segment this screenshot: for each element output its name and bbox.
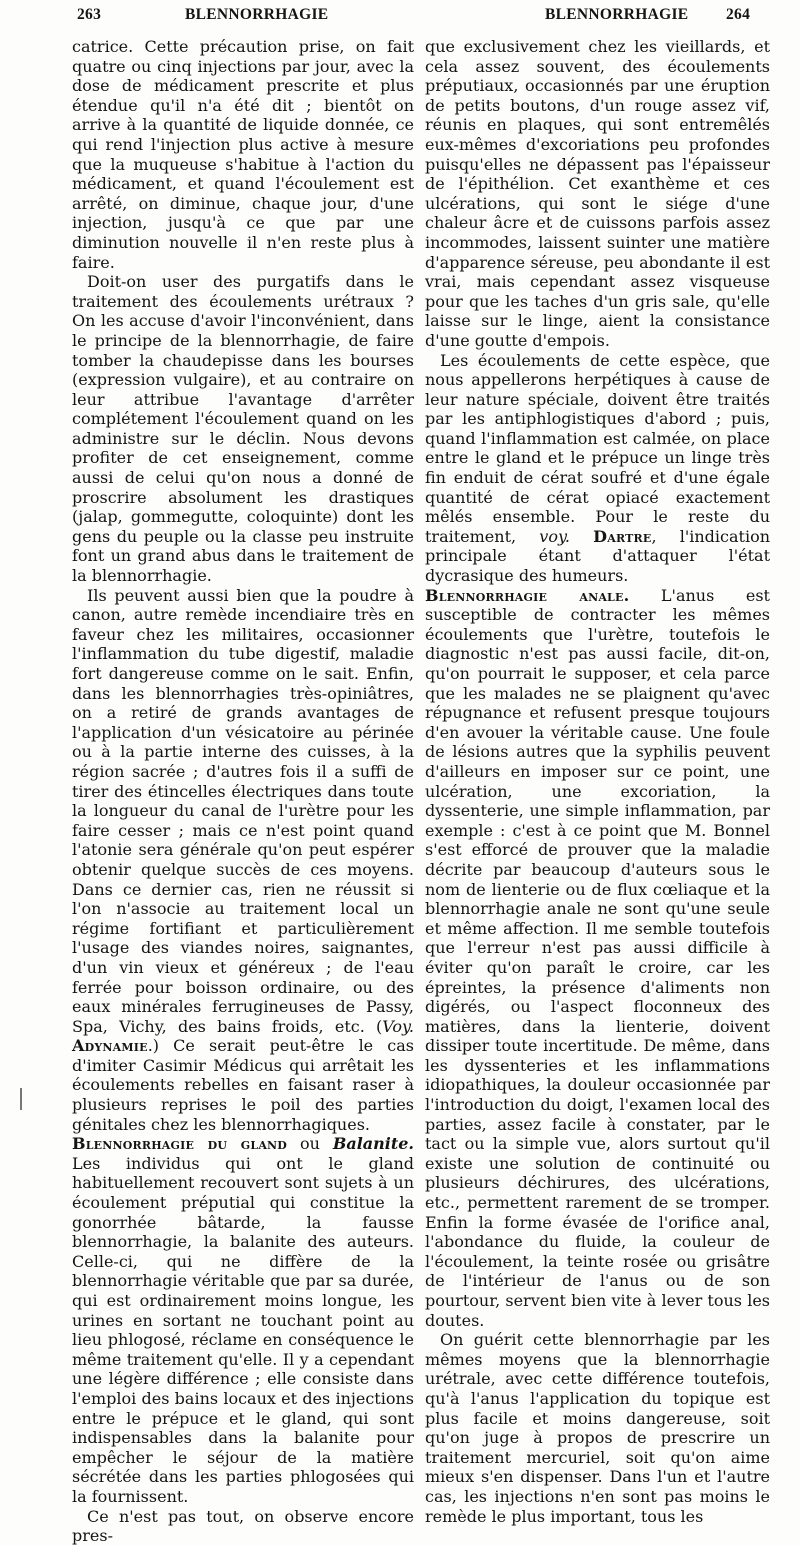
- right-column: [425, 37, 771, 1526]
- entry-heading-ou: ou: [287, 1134, 333, 1154]
- entry-balanite: [72, 1134, 414, 1506]
- cross-ref-voy: Voy.: [382, 1016, 414, 1036]
- cross-ref-adynamie: Adynamie: [72, 1036, 148, 1056]
- entry-heading: Blennorrhagie du gland: [72, 1134, 288, 1154]
- page-number-right: 264: [726, 6, 751, 23]
- left-column: [72, 37, 414, 1546]
- entry-text: L'anus est susceptible de contracter les mêmes écoulements que l'urètre, toutefois le diagnostic n'est pas aussi facile, dit-on, qu'on pourrait le supposer, et cela parce que les malades ne se plaignent qu'avec répugnance et refusent presque toujours d'en avouer la véritable cause. Une foule de lésions autres que la syphilis peuvent d'ailleurs en imposer sur ce point, une ulcération, une excoriation, la dyssenterie, une simple inflammation, par exemple : c'est à ce point que M. Bonnel s'est efforcé de prouver que la maladie décrite par beaucoup d'auteurs sous le nom de lienterie ou de flux cœliaque et la blennorrhagie anale ne sont qu'une seule et même affection. Il me semble toutefois que l'erreur n'est pas aussi difficile à éviter qu'on paraît le croire, car les épreintes, la présence d'aliments non digérés, ou l'aspect floconneux des matières, dans la lienterie, doivent dissiper toute incertitude. De même, dans les dyssenteries et les inflammations idiopathiques, la douleur occasionnée par l'introduction du doigt, l'examen local des parties, assez facile à constater, par le tact ou la simple vue, alors surtout qu'il existe une solution de continuité ou plusieurs déchirures, des ulcérations, etc., permettent rarement de se tromper. Enfin la forme évasée de l'orifice anal, l'abondance du fluide, la couleur de l'écoulement, la teinte rosée ou grisâtre de l'intérieur de l'anus ou de son pourtour, servent bien vite à lever tous les doutes.: [425, 585, 770, 1330]
- running-header: [0, 6, 800, 32]
- paragraph-text: Ils peuvent aussi bien que la poudre à canon, autre remède incendiaire très en faveur chez les militaires, occasionner l'inflammation du tube digestif, maladie fort dangereuse comme on le sait. Enfin, dans les blennorrhagies très-opiniâtres, on a retiré de grands avantages de l'application d'un vésicatoire au périnée ou à la partie interne des cuisses, à la région sacrée ; d'autres fois il a suffi de tirer des étincelles électriques dans toute la longueur du canal de l'urètre pour les faire cesser ; mais ce n'est point quand l'atonie sera générale qu'on peut espérer obtenir quelque succès de ces moyens. Dans ce dernier cas, rien ne réussit si l'on n'associe au traitement local un régime fortifiant et particulièrement l'usage des viandes noires, saignantes, d'un vin vieux et généreux ; de l'eau ferrée pour boisson ordinaire, ou des eaux minérales ferrugineuses de Passy, Spa, Vichy, des bains froids, etc. (: [72, 585, 414, 1036]
- paragraph-traitement: [72, 586, 414, 1135]
- cross-ref-dartre: Dartre: [593, 526, 652, 546]
- entry-heading: Blennorrhagie anale.: [425, 585, 630, 605]
- cross-ref-voy: voy.: [539, 526, 570, 546]
- paragraph-continued: catrice. Cette précaution prise, on fait quatre ou cinq injections par jour, avec la dose de médicament prescrite et plus étendue qu'il n'a été dit ; bientôt on arrive à la quantité de liquide donnée, ce qui rend l'injection plus active à mesure que la muqueuse s'habitue à l'action du médicament, et quand l'écoulement est arrêté, on diminue, chaque jour, d'une injection, jusqu'à ce que par une diminution nouvelle il n'en reste plus à faire.: [72, 37, 414, 272]
- paragraph-guerison: On guérit cette blennorrhagie par les mêmes moyens que la blennorrhagie urétrale, avec cette différence toutefois, qu'à l'anus l'application du topique est plus facile et moins dangereuse, soit qu'on juge à propos de prescrire un traitement mercuriel, soit qu'on aime mieux s'en dispenser. Dans l'un et l'autre cas, les injections n'en sont pas moins le remède le plus important, tous les: [425, 1330, 770, 1526]
- margin-mark: [20, 1088, 22, 1110]
- paragraph-closing: Ce n'est pas tout, on observe encore pres-: [72, 1506, 414, 1546]
- entry-text: Les individus qui ont le gland habituellement recouvert sont sujets à un écoulement préputial qui constitue la gonorrhée bâtarde, la fausse blennorrhagie, la balanite des auteurs. Celle-ci, qui ne diffère de la blennorrhagie véritable que par sa durée, qui est ordinairement moins longue, les urines en sortant ne touchant point au lieu phlogosé, réclame en conséquence le même traitement qu'elle. Il y a cependant une légère différence ; elle consiste dans l'emploi des bains locaux et des injections entre le prépuce et le gland, qui sont indispensables dans la balanite pour empêcher le séjour de la matière sécrétée dans les parties phlogosées qui la fournissent.: [72, 1153, 414, 1506]
- paragraph-text: .) Ce serait peut-être le cas d'imiter Casimir Médicus qui arrêtait les écoulements rebelles en faisant raser à plusieurs reprises le poil des parties génitales chez les blennorrhagiques.: [72, 1036, 414, 1134]
- page-number-left: 263: [77, 6, 102, 23]
- paragraph-continued: que exclusivement chez les vieillards, et cela assez souvent, des écoulements préputiaux, occasionnés par une éruption de petits boutons, d'un rouge assez vif, réunis en plaques, qui sont entremêlés eux-mêmes d'excoriations peu profondes puisqu'elles ne dépassent pas l'épaisseur de l'épithélion. Cet exanthème et ces ulcérations, qui sont le siége d'une chaleur âcre et de cuissons parfois assez incommodes, laissent suinter une matière d'apparence séreuse, peu abondante il est vrai, mais cependant assez visqueuse pour que les taches d'un gris sale, qu'elle laisse sur le linge, aient la consistance d'une goutte d'empois.: [425, 37, 770, 350]
- paragraph-text: , l'indication principale étant d'attaquer l'état dycrasique des humeurs.: [425, 526, 771, 586]
- paragraph-purgatifs: Doit-on user des purgatifs dans le traitement des écoulements urétraux ? On les accuse d'avoir l'inconvénient, dans le principe de la blennorrhagie, de faire tomber la chaudepisse dans les bourses (expression vulgaire), et au contraire on leur attribue l'avantage d'arrêter complétement l'écoulement quand on les administre sur le déclin. Nous devons profiter de cet enseignement, comme aussi de celui qu'on nous a donné de proscrire absolument les drastiques (jalap, gommegutte, coloquinte) dont les gens du peuple ou la classe peu instruite font un grand abus dans le traitement de la blennorrhagie.: [72, 272, 414, 586]
- paragraph-text: Les écoulements de cette espèce, que nous appellerons herpétiques à cause de leur nature spéciale, doivent être traités par les antiphlogistiques d'abord ; puis, quand l'inflammation est calmée, on place entre le gland et le prépuce un linge très fin enduit de cérat soufré et d'une égale quantité de cérat opiacé exactement mêlés ensemble. Pour le reste du traitement,: [425, 350, 770, 546]
- running-title-right: BLENNORRHAGIE: [545, 6, 689, 23]
- running-title-left: BLENNORRHAGIE: [185, 6, 329, 23]
- paragraph-herpetiques: [425, 351, 770, 586]
- entry-anale: [425, 586, 770, 1331]
- entry-heading-balanite: Balanite.: [332, 1134, 414, 1154]
